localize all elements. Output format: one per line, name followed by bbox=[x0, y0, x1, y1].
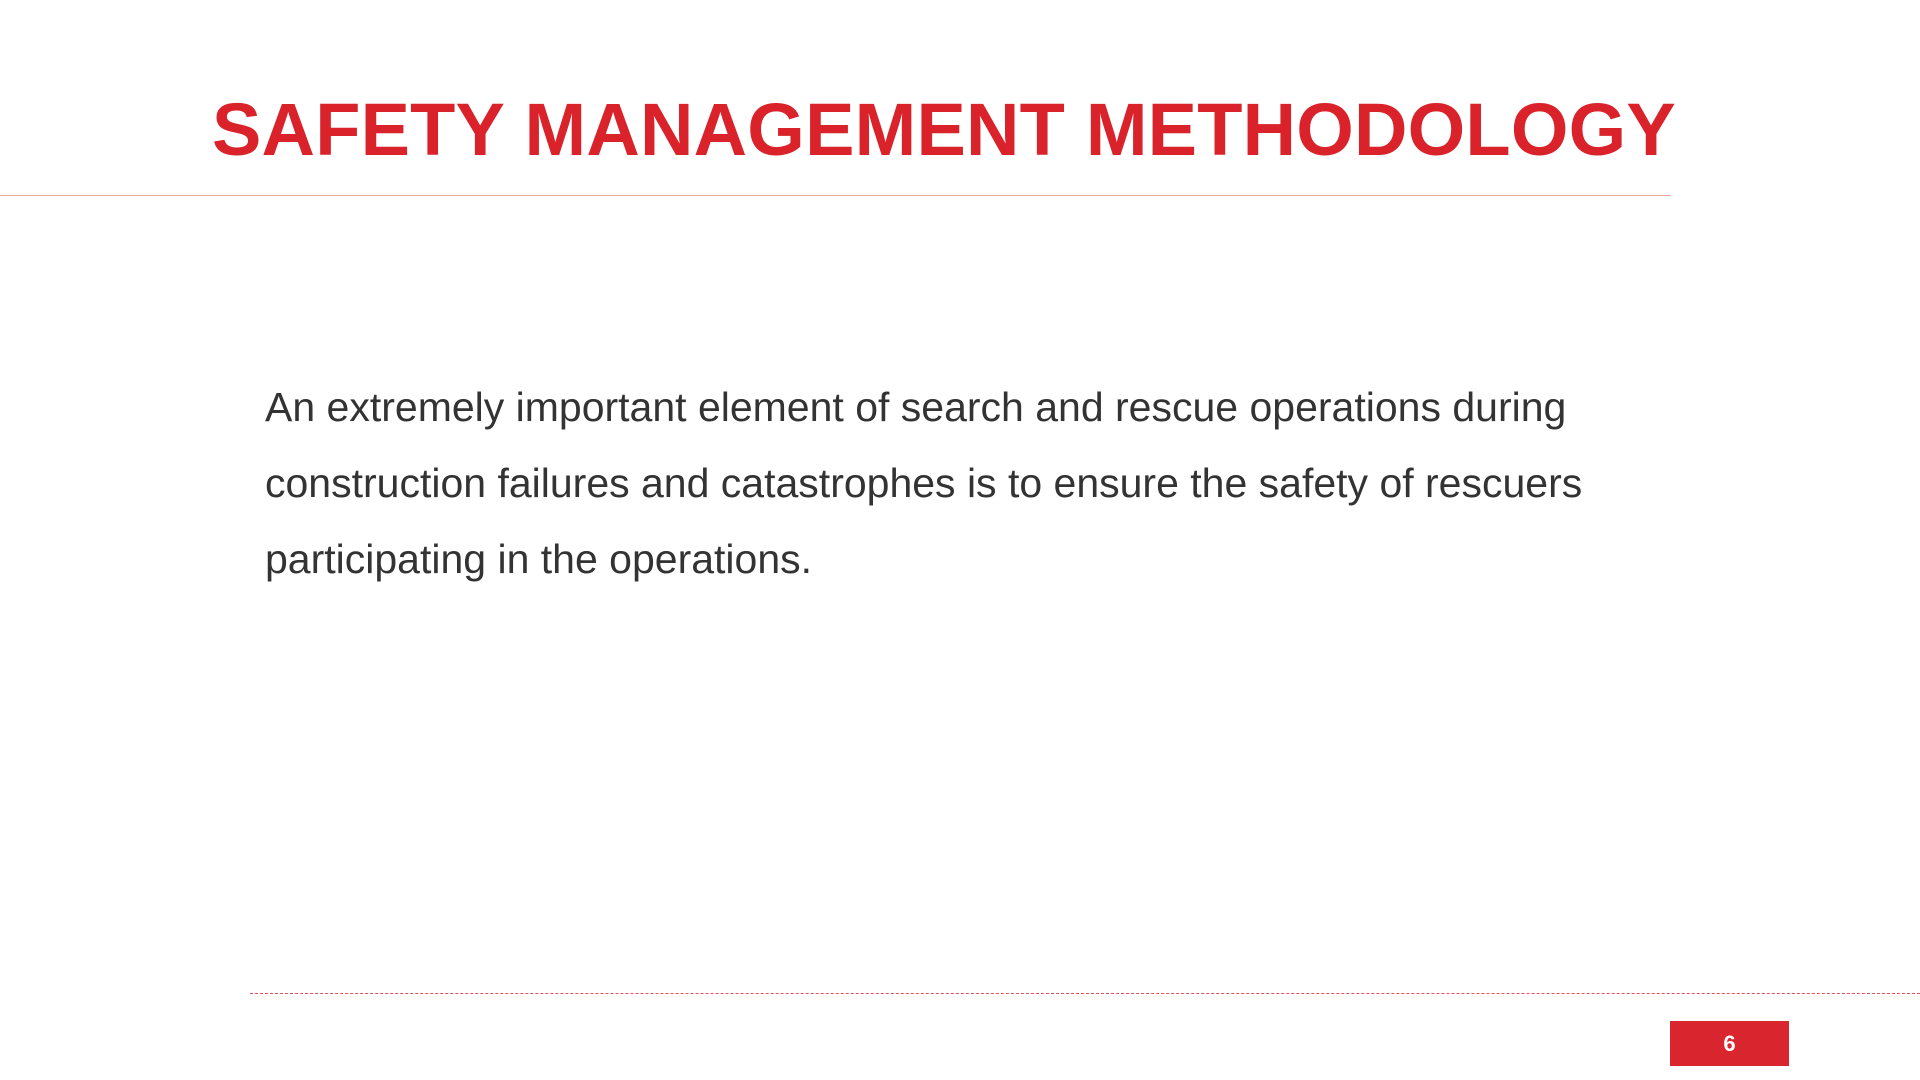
slide-title: SAFETY MANAGEMENT METHODOLOGY bbox=[212, 88, 1676, 171]
slide-body-text: An extremely important element of search and rescue operations during construction failures and catastrophes is to ensure the safety of rescuers participating in the operations. bbox=[265, 384, 1583, 582]
footer-divider bbox=[250, 993, 1920, 994]
title-divider bbox=[0, 195, 1671, 196]
page-number-badge bbox=[1670, 1021, 1789, 1066]
page-number: 6 bbox=[1723, 1030, 1736, 1056]
